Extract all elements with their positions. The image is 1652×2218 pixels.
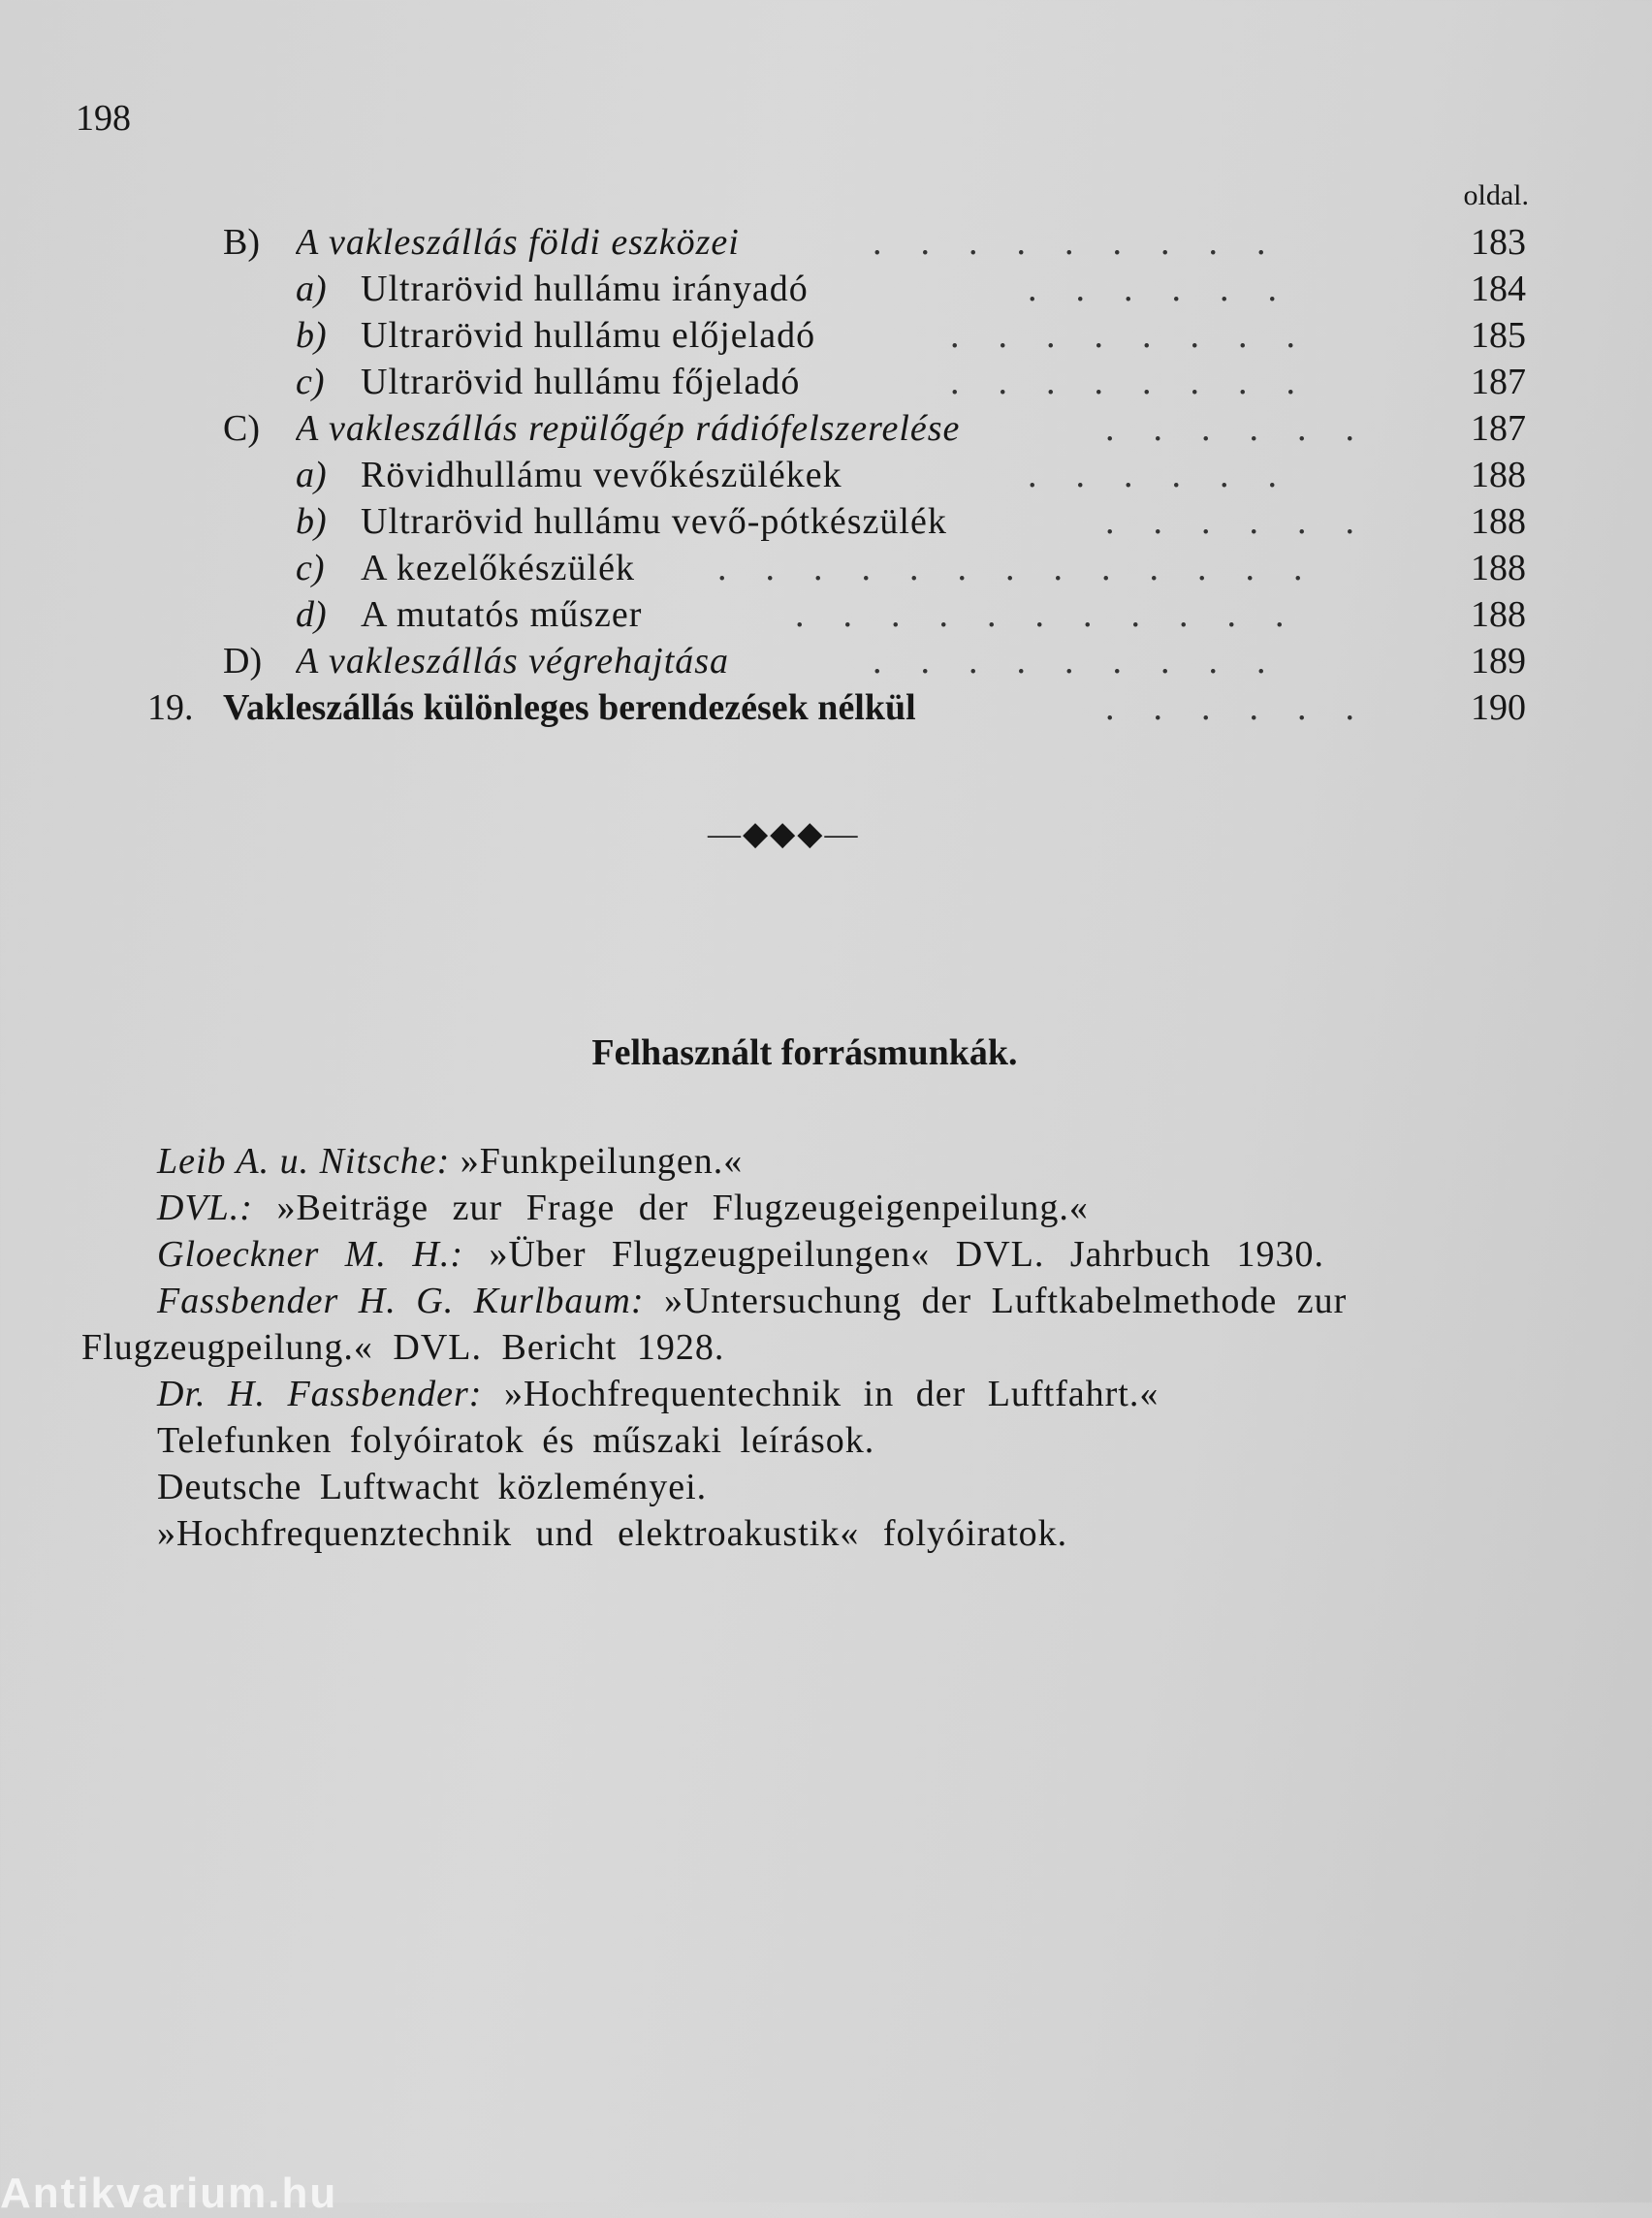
toc-entry-page: 184 <box>1471 269 1526 309</box>
source-entry <box>157 1138 743 1185</box>
toc-leader-dots: ...... <box>1105 687 1393 728</box>
source-entry <box>157 1231 1324 1278</box>
toc-entry-page: 187 <box>1471 408 1526 449</box>
toc-entry-title: Rövidhullámu vevőkészülékek <box>361 455 842 495</box>
toc-entry-page: 188 <box>1471 594 1526 635</box>
toc-entry-page: 183 <box>1471 222 1526 263</box>
toc-entry <box>0 452 1652 498</box>
toc-entry-title: A vakleszállás repülőgép rádiófelszerelése <box>296 408 961 449</box>
toc-entry-number: c) <box>296 548 325 588</box>
source-entry <box>81 1324 724 1371</box>
source-text: Flugzeugpeilung.« DVL. Bericht 1928. <box>81 1327 725 1368</box>
source-text: »Beiträge zur Frage der Flugzeugeigenpeilung.« <box>252 1188 1089 1228</box>
ornament-separator: —◆◆◆— <box>708 816 860 852</box>
page-number: 198 <box>76 98 131 139</box>
toc-entry-number: a) <box>296 269 327 309</box>
toc-entry-number: b) <box>296 501 327 542</box>
toc-entry <box>0 545 1652 591</box>
toc-entry-title: A kezelőkészülék <box>361 548 635 588</box>
source-text: Deutsche Luftwacht közleményei. <box>157 1467 708 1507</box>
toc-entry <box>0 405 1652 452</box>
toc-entry <box>0 638 1652 684</box>
source-author: Dr. H. Fassbender: <box>157 1374 483 1414</box>
toc-entry-title: Ultrarövid hullámu vevő-pótkészülék <box>361 501 947 542</box>
source-author: DVL.: <box>157 1188 253 1228</box>
toc-entry-title: Ultrarövid hullámu előjeladó <box>361 315 816 356</box>
toc-entry-title: A vakleszállás földi eszközei <box>296 222 740 263</box>
source-text: Telefunken folyóiratok és műszaki leírások. <box>157 1420 875 1461</box>
toc-entry-title: Vakleszállás különleges berendezések nélkül <box>223 687 916 728</box>
toc-entry-number: a) <box>296 455 327 495</box>
source-entry <box>157 1278 1347 1324</box>
toc-leader-dots: ...... <box>1105 501 1393 542</box>
toc-entry <box>0 359 1652 405</box>
source-author: Fassbender H. G. Kurlbaum: <box>157 1281 645 1321</box>
toc-entry <box>0 219 1652 266</box>
source-text: »Hochfrequentechnik in der Luftfahrt.« <box>482 1374 1160 1414</box>
watermark: Antikvarium.hu <box>0 2170 338 2217</box>
toc-entry <box>0 266 1652 312</box>
toc-entry-page: 189 <box>1471 641 1526 681</box>
toc-entry-page: 188 <box>1471 455 1526 495</box>
toc-entry-page: 187 <box>1471 362 1526 402</box>
source-author: Gloeckner M. H.: <box>157 1234 464 1275</box>
toc-leader-dots: ...... <box>1028 455 1316 495</box>
toc-entry-title: Ultrarövid hullámu irányadó <box>361 269 809 309</box>
toc-entry-number: c) <box>296 362 325 402</box>
source-text: »Über Flugzeugpeilungen« DVL. Jahrbuch 1930. <box>463 1234 1325 1275</box>
toc-entry-number: 19. <box>147 687 194 728</box>
source-entry <box>157 1510 1067 1557</box>
toc-entry-number: B) <box>223 222 260 263</box>
oldal-label: oldal. <box>1463 179 1529 211</box>
toc-entry-page: 188 <box>1471 548 1526 588</box>
toc-leader-dots: ............. <box>717 548 1342 588</box>
toc-entry-number: d) <box>296 594 327 635</box>
source-entry <box>157 1185 1089 1231</box>
toc-entry-page: 188 <box>1471 501 1526 542</box>
toc-entry-title: A vakleszállás végrehajtása <box>296 641 730 681</box>
toc-entry <box>0 312 1652 359</box>
toc-leader-dots: ......... <box>873 222 1305 263</box>
toc-leader-dots: ........... <box>795 594 1323 635</box>
toc-entry-title: A mutatós műszer <box>361 594 643 635</box>
toc-entry-page: 190 <box>1471 687 1526 728</box>
toc-leader-dots: ......... <box>873 641 1305 681</box>
source-text: »Hochfrequenztechnik und elektroakustik« folyóiratok. <box>157 1513 1068 1554</box>
source-entry <box>157 1464 707 1510</box>
toc-entry-title: Ultrarövid hullámu főjeladó <box>361 362 801 402</box>
toc-entry-number: C) <box>223 408 260 449</box>
toc-leader-dots: ........ <box>950 362 1334 402</box>
toc-entry <box>0 591 1652 638</box>
toc-entry-number: b) <box>296 315 327 356</box>
toc-leader-dots: ...... <box>1105 408 1393 449</box>
toc-leader-dots: ........ <box>950 315 1334 356</box>
toc-entry <box>0 498 1652 545</box>
source-text: »Funkpeilungen.« <box>450 1141 744 1182</box>
toc-leader-dots: ...... <box>1028 269 1316 309</box>
source-text: »Untersuchung der Luftkabelmethode zur <box>644 1281 1348 1321</box>
toc-entry <box>0 684 1652 731</box>
sources-heading: Felhasznált forrásmunkák. <box>591 1032 1018 1073</box>
source-entry <box>157 1371 1159 1417</box>
source-entry <box>157 1417 874 1464</box>
toc-entry-page: 185 <box>1471 315 1526 356</box>
source-author: Leib A. u. Nitsche: <box>157 1141 451 1182</box>
toc-entry-number: D) <box>223 641 263 681</box>
